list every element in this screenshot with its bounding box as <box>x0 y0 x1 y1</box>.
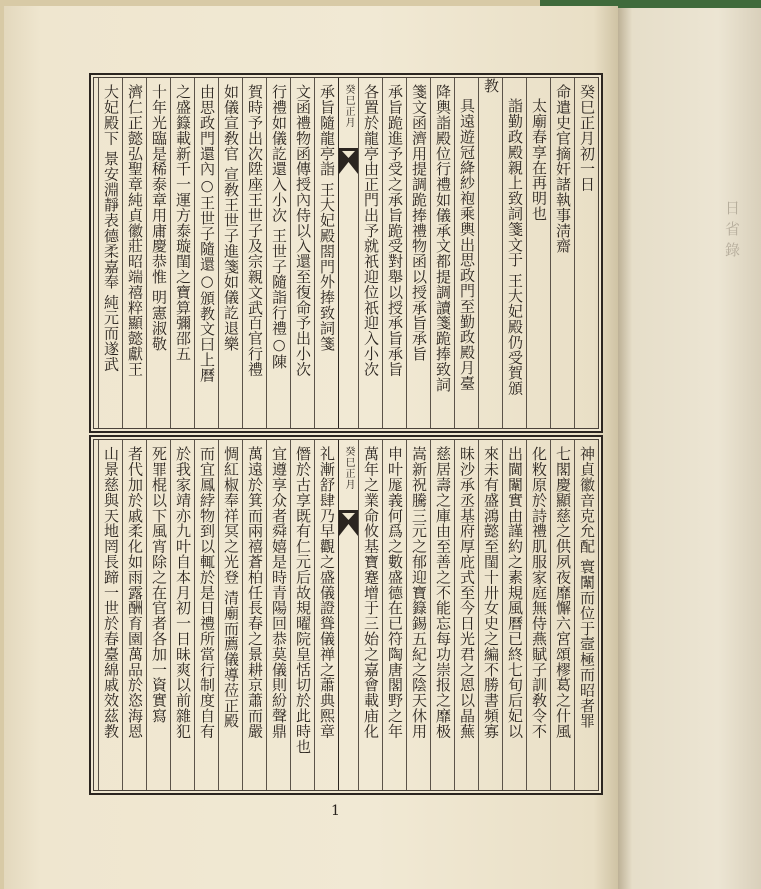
facing-page <box>618 8 761 889</box>
text-column: 濟仁正懿弘聖章純貞徽莊昭端禧粹顯懿獻王 <box>122 78 146 428</box>
text-column: 由思政門還內○王世子隨還○頒教文曰上曆 <box>194 78 218 428</box>
lower-columns <box>94 440 598 790</box>
text-column: 賀時予出次陞座王世子及宗親文武百官行禮 <box>242 78 266 428</box>
text-column: 太廟春享在再明也 <box>526 78 550 428</box>
text-column: 大妃殿下 景安淵靜表德柔嘉奉 純元而遂武 <box>98 78 122 428</box>
text-column: 承旨隨龍亭詣 王大妃殿閤門外捧致詞箋 <box>314 78 338 428</box>
text-column: 箋文函濟用提調跪捧禮物函以授承旨承旨 <box>406 78 430 428</box>
text-column: 萬年之業命攸基寶蹇增于三始之嘉會載庙化 <box>358 440 382 790</box>
text-column: 教 <box>478 78 502 428</box>
text-column: 神貞徽音克允配 寰闈而位于壼極而昭者罪 <box>574 440 598 790</box>
text-column: 僭於古享既有仁元后故規曜院皇恬切於此時也 <box>290 440 314 790</box>
text-column: 於我家靖亦九叶自本月初一日昧爽以前雜犯 <box>170 440 194 790</box>
text-column: 十年光臨是稀泰章用庸慶恭惟 明憲淑敬 <box>146 78 170 428</box>
text-column: 承旨跪進予受之承旨跪受對舉以授承旨承旨 <box>382 78 406 428</box>
text-column: 七閣慶顯慈之供夙夜靡懈六宮頌樛葛之什風 <box>550 440 574 790</box>
lower-text-panel <box>89 435 603 795</box>
fold-label: 癸巳正月 <box>343 446 354 490</box>
upper-columns <box>94 78 598 428</box>
text-column: 之盛籙載新千一運方泰璇閨之寶算彌邵五 <box>170 78 194 428</box>
text-column: 出閫闈實由謹約之素規風曆已終七旬后妃以 <box>502 440 526 790</box>
page-number: 1 <box>331 803 340 819</box>
text-column: 癸巳正月初一日 <box>574 78 598 428</box>
text-column: 萬遠於箕而兩禧蒼柏任長春之景耕京蕭而嚴 <box>242 440 266 790</box>
text-column: 行禮如儀訖還入小次 王世子隨詣行禮○陳 <box>266 78 290 428</box>
text-column: 昧沙承丞基府厚庇式至今日光君之恩以晶蕪 <box>454 440 478 790</box>
facing-page-title: 日省錄 <box>723 200 741 263</box>
fold-margin <box>338 440 358 790</box>
fold-label: 癸巳正月 <box>343 84 354 128</box>
text-column: 宜遵享众者舜嬉是時青陽回恭莫儀則紛聲鼎 <box>266 440 290 790</box>
text-column: 嵩新祝騰三元之郁迎寶籙錫五紀之陰天休用 <box>406 440 430 790</box>
text-column: 申叶厖義何爲之數盛德在已符陶唐閣野之年 <box>382 440 406 790</box>
fish-tail-mark-icon <box>339 148 358 174</box>
fish-tail-mark-icon <box>339 510 358 536</box>
text-column: 文函禮物函傳授內侍以入還至復命予出小次 <box>290 78 314 428</box>
text-column: 山景慈與天地罔長蹄一世於春臺綿戚效茲教 <box>98 440 122 790</box>
text-column: 如儀宣敎官 宣敎王世子進箋如儀訖退樂 <box>218 78 242 428</box>
text-column: 命遣史官摘奸諸執事淸齋 <box>550 78 574 428</box>
text-column: 各置於龍亭由正門出予就祇迎位祇迎入小次 <box>358 78 382 428</box>
text-column: 慈居壽之庫由至善之不能忘每功崇报之靡极 <box>430 440 454 790</box>
text-column: 化敉原於詩禮肌服家庭無侍燕賦子訓敎令不 <box>526 440 550 790</box>
text-column: 來未有盛鴻懿至閨十卅女史之編不勝書頻寡 <box>478 440 502 790</box>
fold-margin <box>338 78 358 428</box>
text-column: 降輿詣殿位行禮如儀承文都提調讀箋跪捧致詞 <box>430 78 454 428</box>
text-column: 而宜鳳綍物到以輒於是日禮所當行制度自有 <box>194 440 218 790</box>
text-column: 礼漸舒肆乃早觀之盛儀證聳儀禅之蕭典熙章 <box>314 440 338 790</box>
text-column: 者代加於戚柔化如雨露酬育園萬品於恣海恩 <box>122 440 146 790</box>
upper-text-panel <box>89 73 603 433</box>
text-column: 死罪棍以下風宵除之在官者各加一資實寫 <box>146 440 170 790</box>
text-column: 惆紅椒奉祥冥之光登 清廟而薦儀導莅正殿 <box>218 440 242 790</box>
text-column: 詣勤政殿親上致詞箋文于 王大妃殿仍受賀頒 <box>502 78 526 428</box>
text-column: 具遠遊冠絳紗袍乘輿出思政門至勤政殿月臺 <box>454 78 478 428</box>
